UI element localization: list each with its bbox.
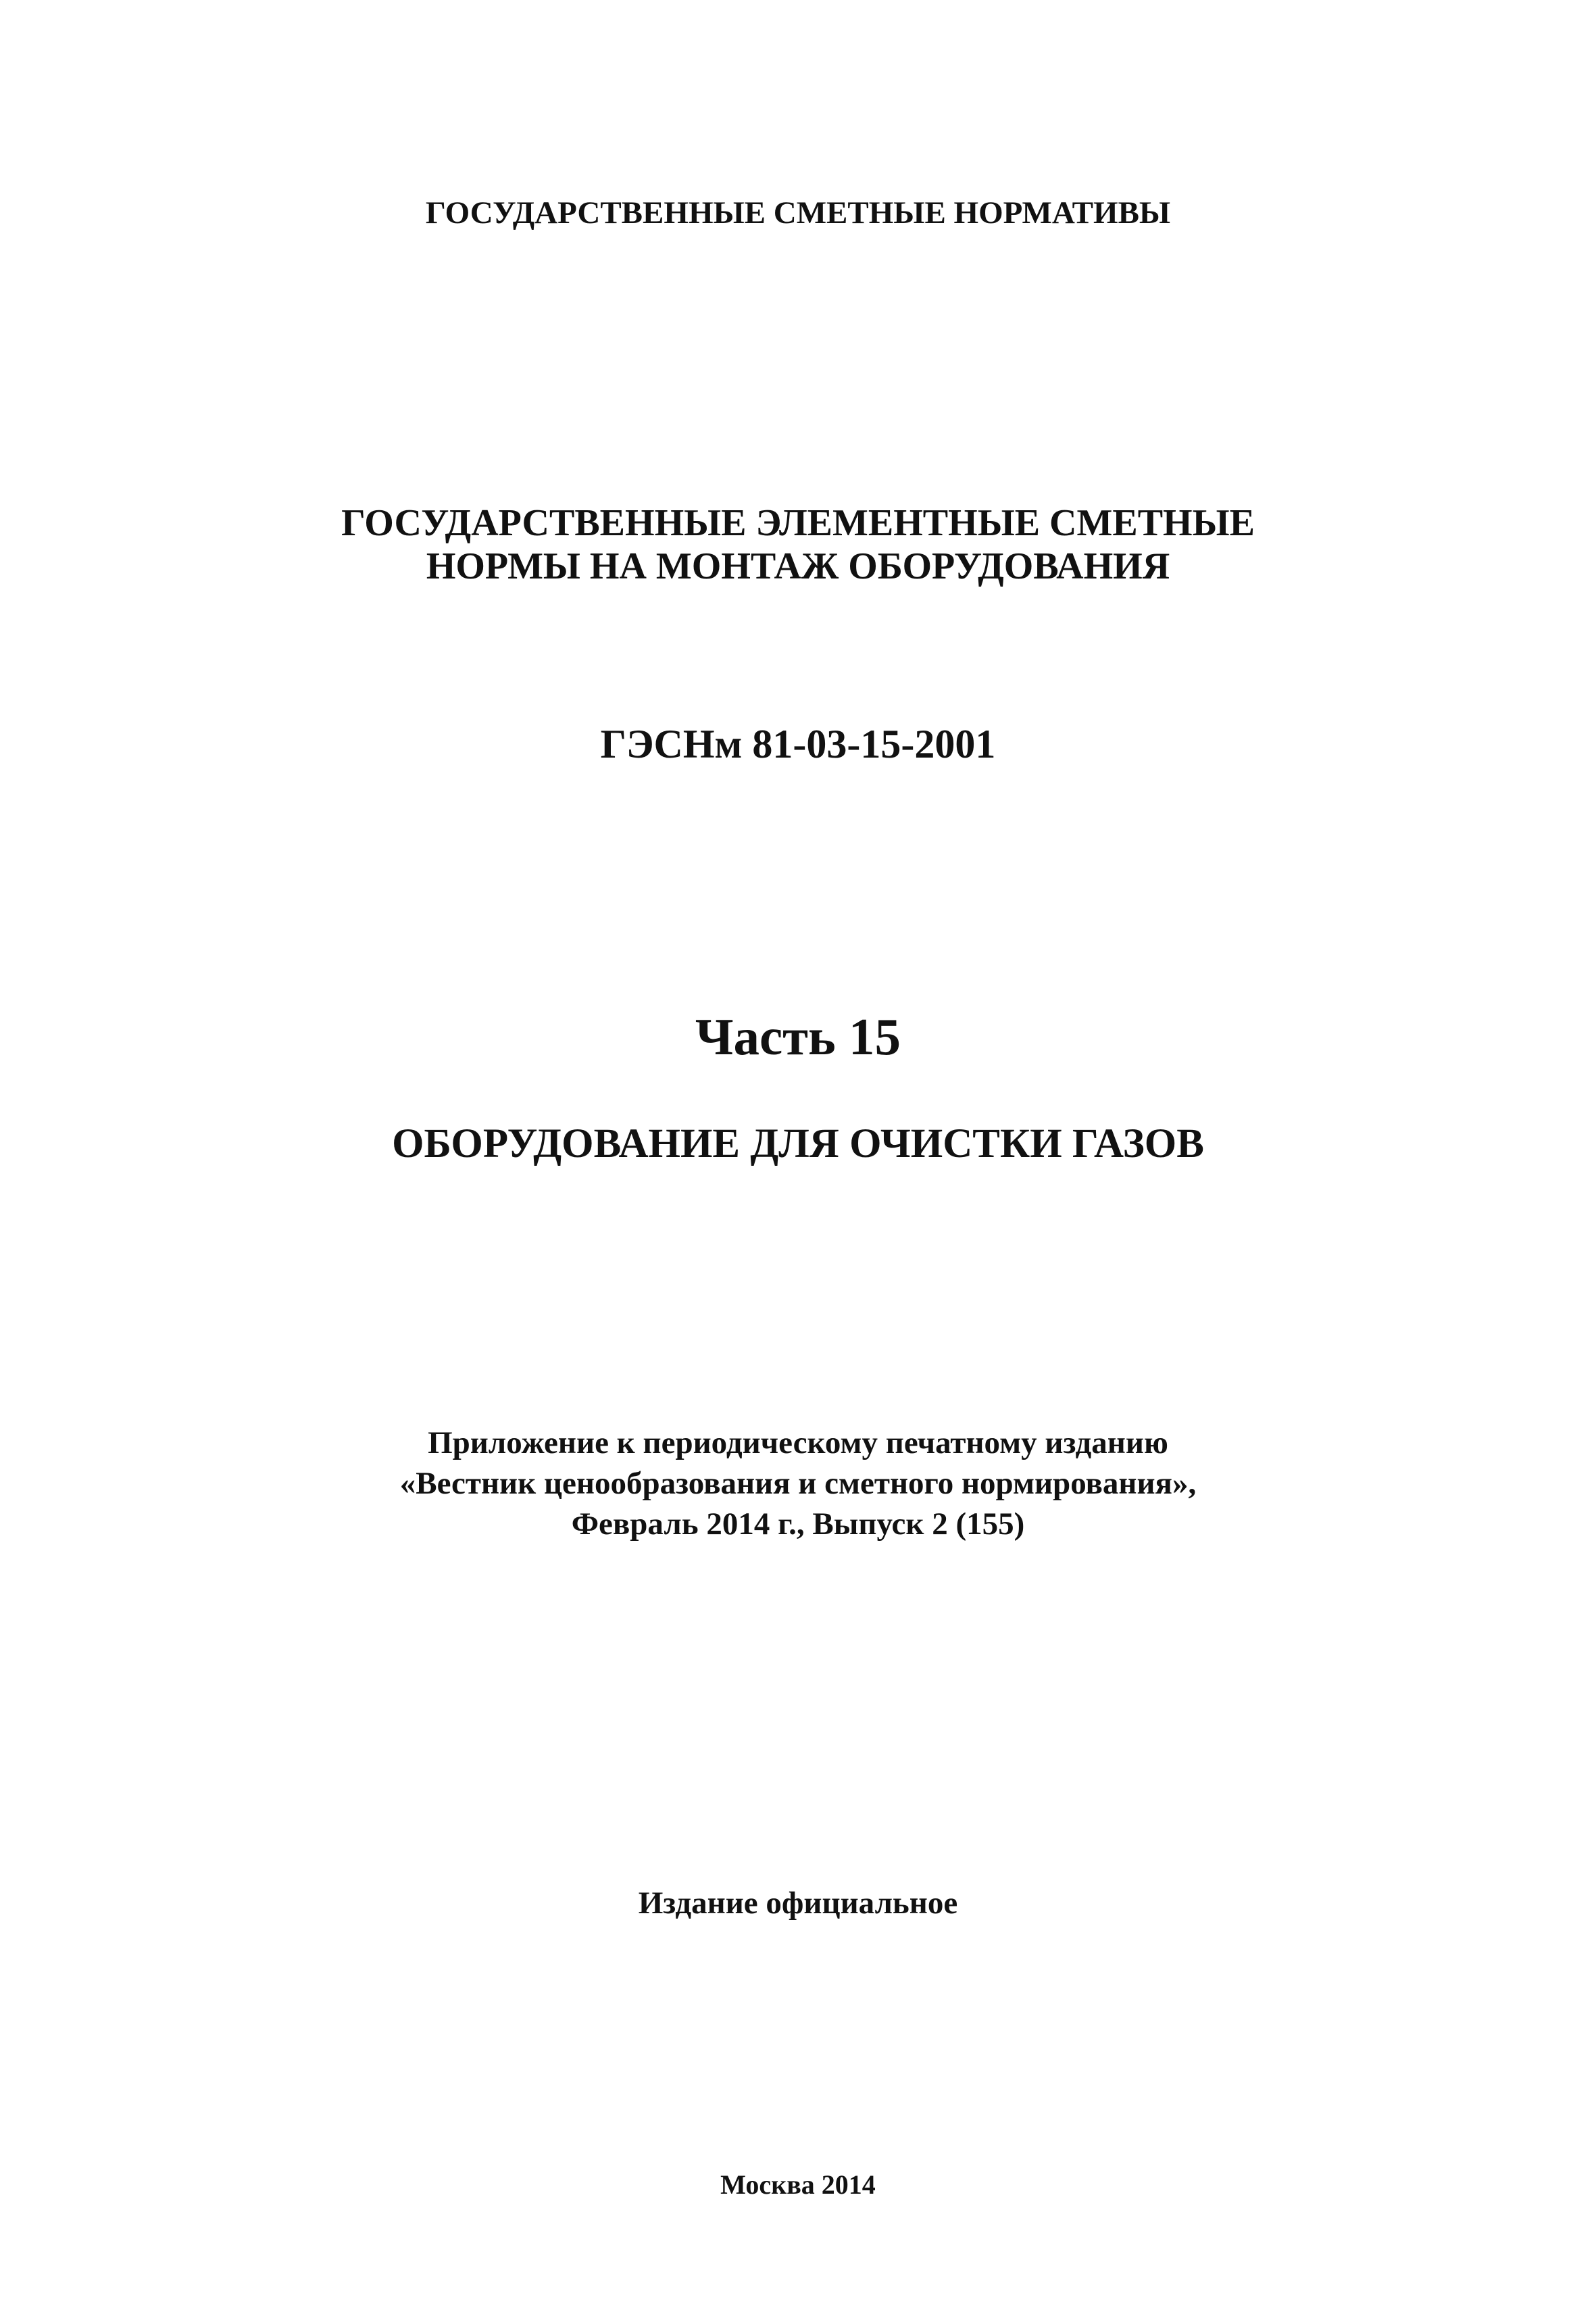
title-line-2: НОРМЫ НА МОНТАЖ ОБОРУДОВАНИЯ	[426, 545, 1170, 587]
series-heading: ГОСУДАРСТВЕННЫЕ СМЕТНЫЕ НОРМАТИВЫ	[425, 195, 1171, 230]
edition-note: Издание официальное	[638, 1886, 958, 1921]
document-code: ГЭСНм 81-03-15-2001	[600, 722, 996, 766]
imprint-place-year: Москва 2014	[720, 2169, 876, 2200]
title-line-1: ГОСУДАРСТВЕННЫЕ ЭЛЕМЕНТНЫЕ СМЕТНЫЕ	[341, 502, 1255, 544]
part-label: Часть 15	[695, 1008, 901, 1066]
appendix-line-1: Приложение к периодическому печатному изданию	[428, 1425, 1168, 1460]
part-subject: ОБОРУДОВАНИЕ ДЛЯ ОЧИСТКИ ГАЗОВ	[392, 1121, 1204, 1166]
appendix-line-2: «Вестник ценообразования и сметного нормирования»,	[399, 1466, 1197, 1501]
appendix-line-3: Февраль 2014 г., Выпуск 2 (155)	[571, 1506, 1025, 1542]
